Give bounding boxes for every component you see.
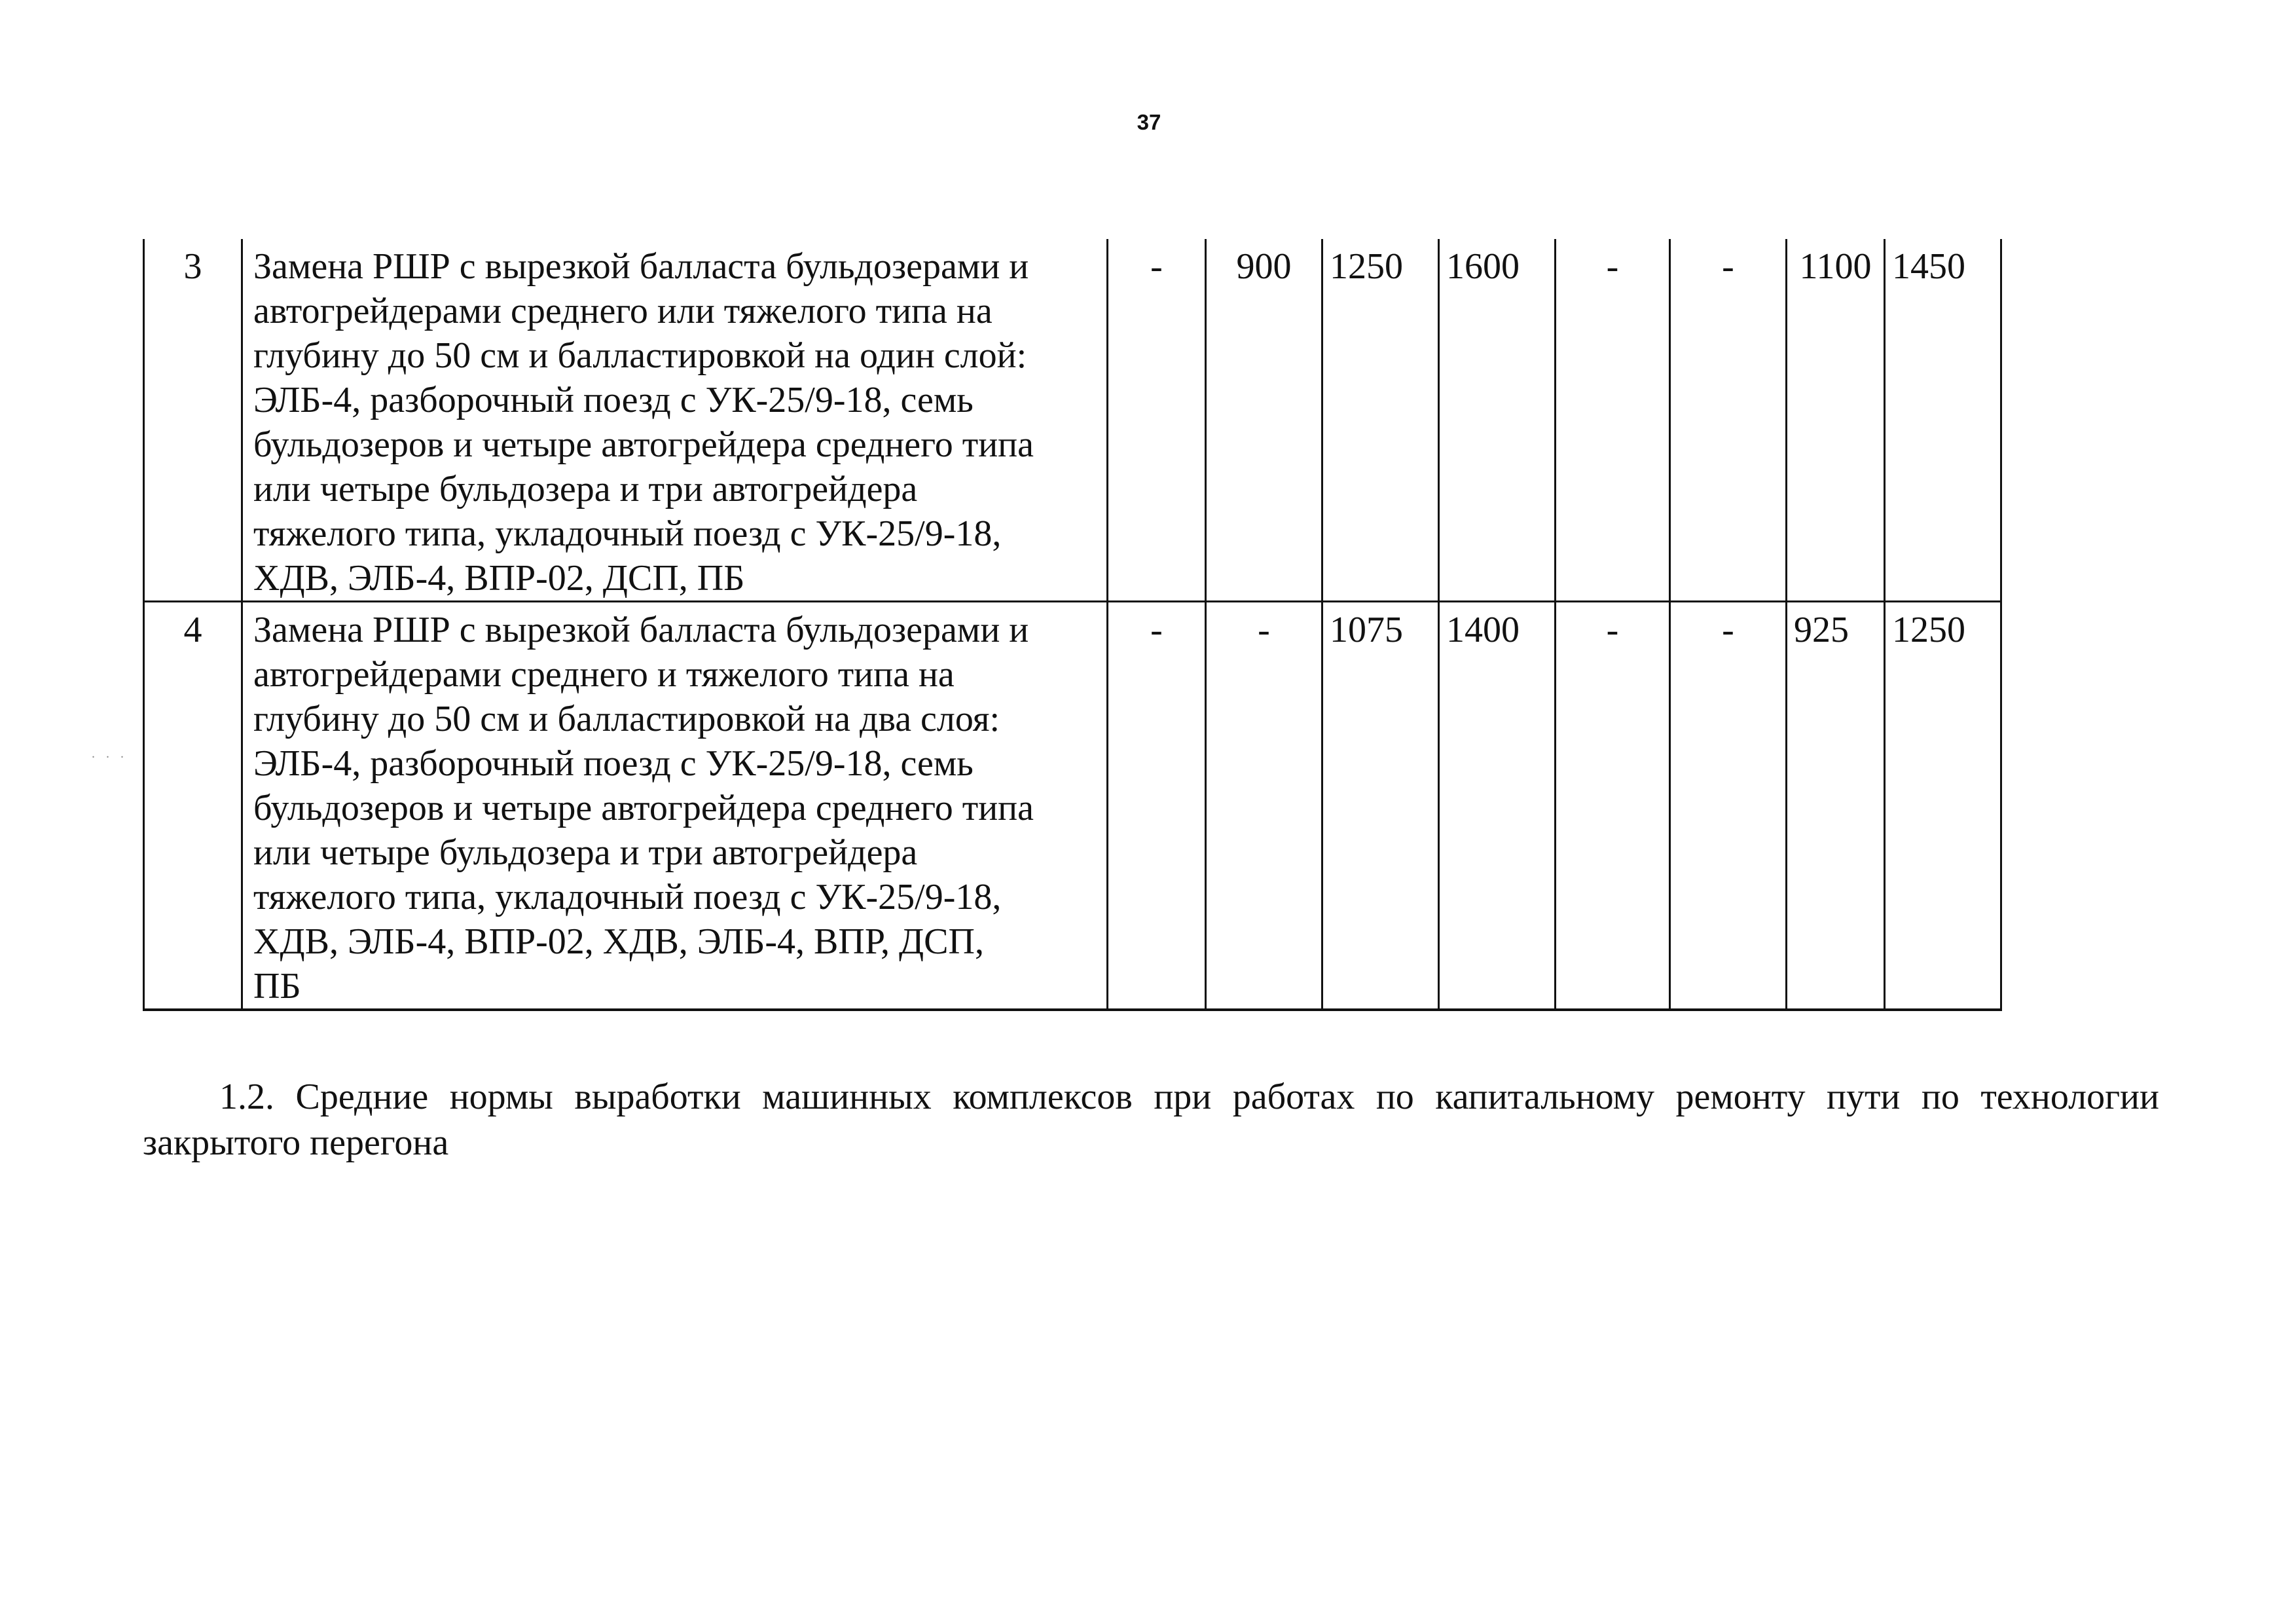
section-heading — [143, 1074, 2159, 1166]
description-line: ЭЛБ-4, разборочный поезд с УК-25/9-18, семь — [253, 380, 974, 420]
value-cell: 1400 — [1439, 602, 1556, 1010]
description-line: или четыре бульдозера и три автогрейдера — [253, 469, 918, 509]
value-cell: 1100 — [1787, 239, 1885, 602]
table-row — [144, 602, 2001, 1010]
value-cell: - — [1670, 239, 1787, 602]
work-description — [242, 602, 1108, 1010]
description-line: автогрейдерами среднего или тяжелого типа на — [253, 291, 993, 331]
value-cell: 900 — [1206, 239, 1322, 602]
value-cell: - — [1670, 602, 1787, 1010]
description-line: ХДВ, ЭЛБ-4, ВПР-02, ХДВ, ЭЛБ-4, ВПР, ДСП, — [253, 921, 984, 962]
value-cell: - — [1108, 239, 1206, 602]
value-cell: - — [1108, 602, 1206, 1010]
margin-marks: . . . — [92, 747, 128, 761]
row-number: 3 — [144, 239, 242, 602]
description-line: ПБ — [253, 966, 301, 1006]
description-line: глубину до 50 см и балластировкой на два слоя: — [253, 699, 1000, 739]
row-number: 4 — [144, 602, 242, 1010]
value-cell: - — [1556, 239, 1670, 602]
description-line: тяжелого типа, укладочный поезд с УК-25/9-18, — [253, 877, 1002, 917]
value-cell: 1250 — [1322, 239, 1439, 602]
value-cell: 1250 — [1885, 602, 2001, 1010]
value-cell: 925 — [1787, 602, 1885, 1010]
description-line: автогрейдерами среднего и тяжелого типа на — [253, 654, 955, 695]
value-cell: 1450 — [1885, 239, 2001, 602]
value-cell: - — [1206, 602, 1322, 1010]
description-line: Замена РШР с вырезкой балласта бульдозерами и — [253, 246, 1029, 287]
section-heading-text: 1.2. Средние нормы выработки машинных комплексов при работах по капитальному ремонту пути по технологии закрытого перегона — [143, 1077, 2159, 1163]
description-line: ХДВ, ЭЛБ-4, ВПР-02, ДСП, ПБ — [253, 558, 745, 599]
description-line: тяжелого типа, укладочный поезд с УК-25/9-18, — [253, 513, 1002, 554]
description-line: или четыре бульдозера и три автогрейдера — [253, 832, 918, 873]
work-description — [242, 239, 1108, 602]
table-row — [144, 239, 2001, 602]
description-line: глубину до 50 см и балластировкой на один слой: — [253, 335, 1027, 376]
description-line: ЭЛБ-4, разборочный поезд с УК-25/9-18, семь — [253, 743, 974, 784]
value-cell: - — [1556, 602, 1670, 1010]
description-line: бульдозеров и четыре автогрейдера среднего типа — [253, 424, 1034, 465]
description-line: Замена РШР с вырезкой балласта бульдозерами и — [253, 610, 1029, 650]
page-number: 37 — [1137, 110, 1161, 134]
norms-table — [143, 239, 2002, 1011]
value-cell: 1075 — [1322, 602, 1439, 1010]
description-line: бульдозеров и четыре автогрейдера среднего типа — [253, 788, 1034, 828]
value-cell: 1600 — [1439, 239, 1556, 602]
